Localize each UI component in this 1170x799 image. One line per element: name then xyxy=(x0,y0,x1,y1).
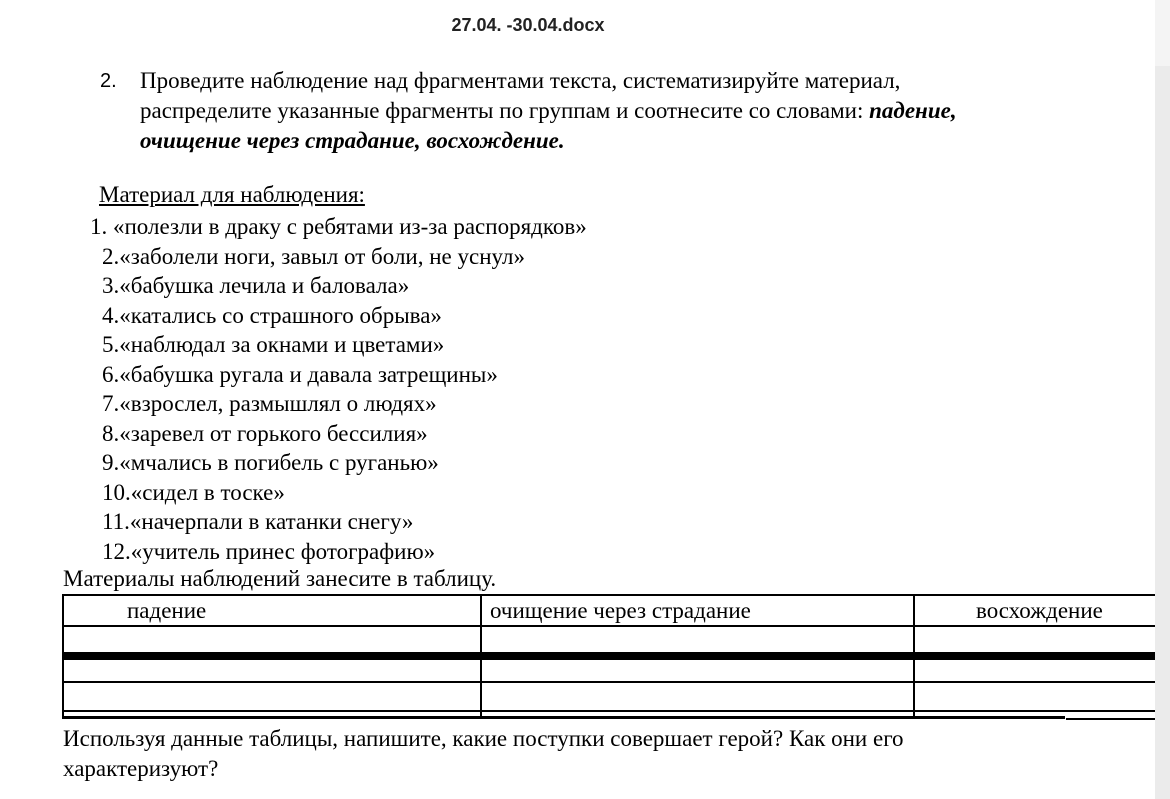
table-thick-divider xyxy=(62,652,1155,660)
list-item: 5.«наблюдал за окнами и цветами» xyxy=(102,332,445,357)
column-header-fall: падение xyxy=(127,598,207,623)
question-line-2: характеризуют? xyxy=(63,756,219,781)
task-line-2-text: распределите указанные фрагменты по группам и соотнесите со словами: xyxy=(140,98,870,123)
list-item: 1. «полезли в драку с ребятами из-за распорядков» xyxy=(90,214,587,239)
list-item: 11.«начерпали в катанки снегу» xyxy=(102,509,414,534)
table-cell[interactable] xyxy=(915,660,1155,681)
task-line-1: Проведите наблюдение над фрагментами текста, систематизируйте материал, xyxy=(140,68,901,93)
scroll-gutter-top xyxy=(1155,0,1170,66)
table-row-divider xyxy=(62,710,1155,712)
table-cell[interactable] xyxy=(915,627,1155,652)
table-cell[interactable] xyxy=(64,660,480,681)
table-cell[interactable] xyxy=(915,683,1155,710)
task-emphasis-word: падение, xyxy=(869,98,957,123)
task-emphasis-line-3: очищение через страдание, восхождение. xyxy=(140,128,565,153)
list-item: 8.«заревел от горького бессилия» xyxy=(102,420,428,446)
table-instruction: Материалы наблюдений занесите в таблицу. xyxy=(63,566,497,591)
task-number: 2. xyxy=(100,70,117,92)
table-cell[interactable] xyxy=(64,683,480,710)
task-block xyxy=(100,66,1110,156)
observation-table xyxy=(62,594,1155,719)
list-item: 2.«заболели ноги, завыл от боли, не уснул» xyxy=(102,243,525,269)
table-cell[interactable] xyxy=(482,660,913,681)
column-header-ascent: восхождение xyxy=(976,598,1103,623)
list-item: 4.«катались со страшного обрыва» xyxy=(102,302,442,328)
table-cell[interactable] xyxy=(64,627,480,652)
list-item: 12.«учитель принес фотографию» xyxy=(102,538,436,564)
list-item: 10.«сидел в тоске» xyxy=(102,479,285,505)
task-line-2 xyxy=(140,96,1110,126)
table-cell[interactable] xyxy=(482,683,913,710)
question-text xyxy=(63,724,1063,784)
task-text xyxy=(140,66,1110,156)
list-item: 3.«бабушка лечила и баловала» xyxy=(102,273,410,298)
question-line-1: Используя данные таблицы, напишите, какие поступки совершает герой? Как они его xyxy=(63,726,904,751)
list-item: 7.«взрослел, размышлял о людях» xyxy=(102,391,437,416)
table-bottom-rule-tail xyxy=(1066,718,1155,720)
table-cell[interactable] xyxy=(482,627,913,652)
list-item: 6.«бабушка ругала и давала затрещины» xyxy=(102,361,498,387)
list-item: 9.«мчались в погибель с руганью» xyxy=(102,450,439,475)
material-list xyxy=(90,212,587,566)
column-header-purification: очищение через страдание xyxy=(490,598,751,623)
material-header: Материал для наблюдения: xyxy=(99,182,365,207)
page-scroll-gutter[interactable] xyxy=(1155,66,1170,799)
document-title: 27.04. -30.04.docx xyxy=(451,15,605,35)
